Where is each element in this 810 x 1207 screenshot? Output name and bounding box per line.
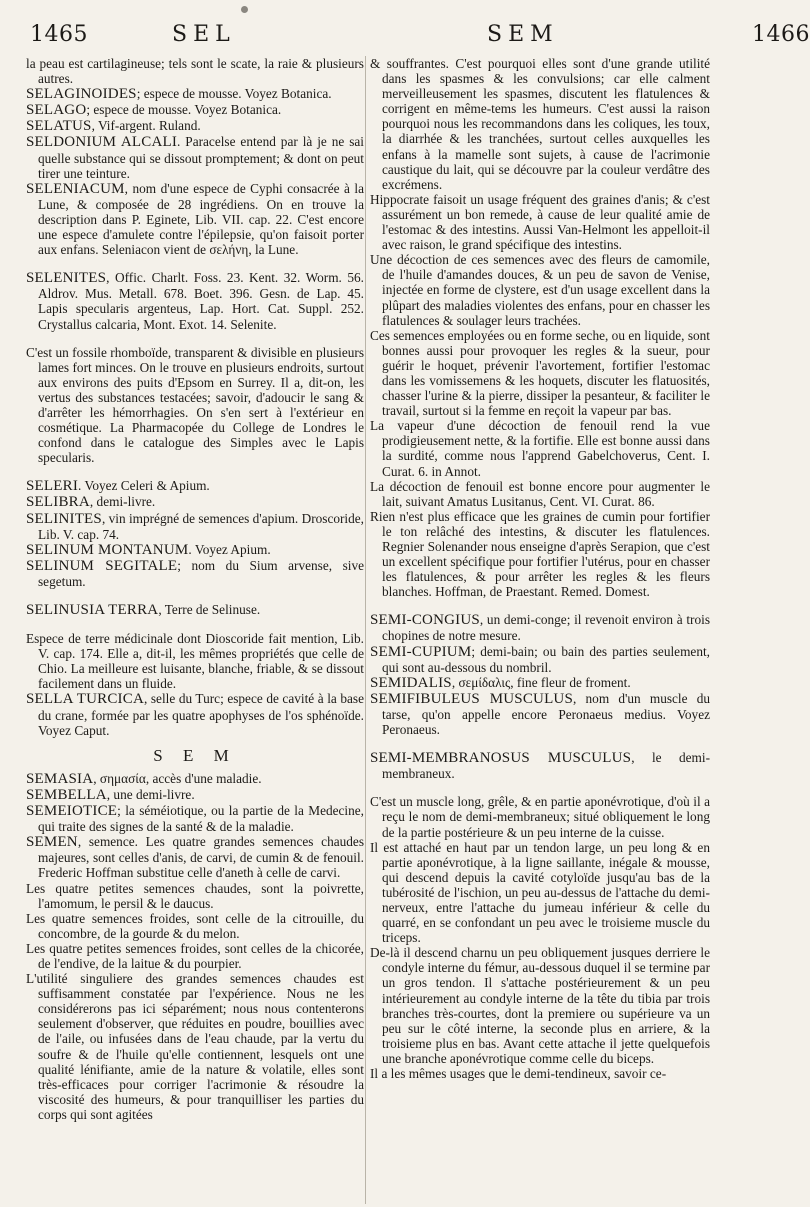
dictionary-entry	[26, 270, 364, 331]
right-column	[370, 56, 710, 1204]
dictionary-entry	[370, 644, 710, 675]
paragraph-gap	[26, 465, 364, 478]
dictionary-entry	[26, 787, 364, 803]
dictionary-entry	[26, 134, 364, 180]
body-paragraph: L'utilité singuliere des grandes semences chaudes est suffisamment constatée par l'expérience. Nous ne les considérerons pas ici séparément; nous nous contenterons seulement d'observer, que réduites en poudre, bouillies avec de l'aile, ou infusées dans de l'eau chaude, par la vertu du soufre & de l'huile qu'elle contiennent, lesquels ont une qualité lénifiante, amie de la nature & volatile, elles sont très-efficaces pour corriger l'acrimonie & résoudre la viscosité des humeurs, & pour tranquilliser les parties du corps qui sont agitées	[26, 971, 364, 1122]
body-paragraph: C'est un muscle long, grêle, & en partie aponévrotique, d'où il a reçu le nom de demi-membraneux; situé obliquement le long de la partie postérieure & un peu interne de la cuisse.	[370, 794, 710, 840]
dictionary-entry	[26, 181, 364, 257]
dictionary-entry	[370, 750, 710, 781]
entry-definition: , un demi-conge; il revenoit environ à trois chopines de notre mesure.	[382, 612, 710, 644]
body-paragraph: Espece de terre médicinale dont Dioscoride fait mention, Lib. V. cap. 174. Elle a, dit-il, les mêmes propriétés que celle de Chio. La meilleure est luisante, blanche, friable, & se dissout facilement dans un fluide.	[26, 631, 364, 692]
entry-definition: ; la séméiotique, ou la partie de la Medecine, qui traite des signes de la santé & de la maladie.	[38, 803, 364, 835]
entry-definition: , vin imprégné de semences d'apium. Droscoride, Lib. V. cap. 74.	[38, 510, 364, 542]
body-paragraph: Il est attaché en haut par un tendon large, un peu long & en partie aponévrotique, à la ligne saillante, inégale & mousse, qui descend depuis la cavité cotyloïde jusqu'au bas de la tubérosité de l'ischion, un peu au-dessus de l'attache du demi-nerveux, entre l'attache du jumeau inférieur & celle du quarré, en se confondant un peu avec le troisieme muscle du triceps.	[370, 839, 710, 946]
entry-headword: SELLA TURCICA	[26, 691, 144, 708]
entry-headword: SEMASIA	[26, 770, 94, 787]
body-paragraph: Hippocrate faisoit un usage fréquent des graines d'anis; & c'est assurément un bon remede, à cause de leur qualité amie de l'estomac & des intestins. Aussi Van-Helmont les appelloit-il avec raison, le grand spécifique des intestins.	[370, 191, 710, 253]
running-head-left: SEL	[172, 22, 236, 47]
entry-headword: SEMIFIBULEUS MUSCULUS	[370, 690, 574, 707]
dictionary-entry	[26, 511, 364, 542]
ink-spot	[241, 6, 248, 13]
entry-headword: SELENIACUM	[26, 180, 125, 197]
dictionary-entry	[370, 691, 710, 737]
entry-definition: . Paracelse entend par là je ne sai quelle substance qui se dissout promptement; & dont on peut tirer une teinture.	[38, 134, 364, 181]
dictionary-entry	[26, 118, 364, 134]
entry-definition: ; espece de mousse. Voyez Botanica.	[86, 102, 282, 118]
entry-definition: , nom d'un muscle du tarse, qu'on appelle encore Peronaeus medius. Voyez Peronaeus.	[382, 690, 711, 738]
entry-definition: , nom d'une espece de Cyphi consacrée à la Lune, & composée de 28 ingrédiens. On en trouve la description dans P. Eginete, Lib. VII. cap. 22. C'est encore une espece d'amulete contre l'épilepsie, qu'on faisoit porter aux enfans. Seleniacon vient de σελήνη, la Lune.	[38, 180, 364, 258]
entry-headword: SEMI-MEMBRANOSUS MUSCULUS	[370, 750, 632, 767]
body-paragraph: Rien n'est plus efficace que les graines de cumin pour fortifier le ton relâché des intestins, & discuter les flatulences. Regnier Solenander nous enseigne d'après Serapion, que c'est un excellent spécifique pour fortifier l'utérus, pour en chasser les flatulences, & pour arrêter les regles & les fleurs blanches. Hoffman, de Praestant. Remed. Domest.	[370, 508, 710, 600]
entry-definition: , σημασία, accès d'une maladie.	[93, 770, 262, 786]
entry-headword: SELINUM MONTANUM	[26, 541, 189, 558]
dictionary-entry	[26, 478, 364, 494]
entry-headword: SELERI	[26, 478, 79, 495]
entry-definition: , une demi-livre.	[106, 786, 195, 802]
dictionary-entry	[26, 102, 364, 118]
entry-headword: SELINUM SEGITALE	[26, 557, 178, 574]
dictionary-entry	[370, 675, 710, 691]
paragraph-gap	[370, 599, 710, 612]
dictionary-entry	[26, 602, 364, 618]
page-number-left: 1465	[30, 22, 88, 47]
entry-headword: SEMEIOTICE	[26, 803, 118, 820]
entry-definition: , σεμίδαλις, fine fleur de froment.	[451, 674, 631, 690]
paragraph-gap	[370, 737, 710, 750]
entry-headword: SELIBRA	[26, 494, 90, 511]
dictionary-entry	[370, 612, 710, 643]
body-paragraph: Les quatre petites semences chaudes, sont la poivrette, l'amomum, le persil & le daucus.	[26, 880, 364, 911]
body-paragraph: Il a les mêmes usages que le demi-tendineux, savoir ce-	[370, 1066, 667, 1081]
entry-headword: SELDONIUM ALCALI	[26, 134, 178, 151]
entry-headword: SEMEN	[26, 834, 78, 851]
entry-headword: SELAGINOIDES	[26, 86, 137, 103]
body-paragraph: la peau est cartilagineuse; tels sont le scate, la raie & plusieurs autres.	[26, 56, 364, 87]
entry-definition: , semence. Les quatre grandes semences chaudes majeures, sont celles d'anis, de carvi, de cumin & de fenouil. Frederic Hoffman substitue celle d'aneth à celle de carvi.	[38, 834, 364, 881]
left-column	[26, 56, 364, 1204]
body-paragraph: La décoction de fenouil est bonne encore pour augmenter le lait, suivant Amatus Lusitanus, Cent. VI. Curat. 86.	[370, 478, 710, 509]
entry-definition: , demi-livre.	[89, 494, 156, 510]
entry-headword: SELENITES	[26, 270, 107, 287]
entry-definition: ; nom du Sium arvense, sive segetum.	[38, 557, 364, 589]
paragraph-gap	[26, 618, 364, 631]
entry-headword: SELAGO	[26, 102, 87, 119]
paragraph-gap	[26, 332, 364, 345]
entry-headword: SELATUS	[26, 118, 92, 135]
entry-definition: , Vif-argent. Ruland.	[91, 118, 201, 134]
entry-definition: ; demi-bain; ou bain des parties seulement, qui sont au-dessous du nombril.	[382, 643, 710, 675]
entry-definition: , selle du Turc; espece de cavité à la base du crane, formée par les quatre apophyses de l'os sphénoïde. Voyez Caput.	[38, 691, 364, 738]
entry-definition: , le demi-membraneux.	[382, 750, 710, 782]
paragraph-gap	[26, 257, 364, 270]
dictionary-entry	[26, 834, 364, 880]
dictionary-entry	[26, 86, 364, 102]
running-head-right: SEM	[487, 22, 559, 47]
dictionary-entry	[26, 558, 364, 589]
entry-headword: SELINITES	[26, 510, 102, 527]
body-paragraph: Les quatre semences froides, sont celle de la citrouille, du concombre, de la gourde & du melon.	[26, 910, 364, 941]
entry-headword: SELINUSIA TERRA	[26, 602, 159, 618]
entry-headword: SEMI-CUPIUM	[370, 643, 472, 660]
body-paragraph: De-là il descend charnu un peu obliquement jusques derriere le condyle interne du fémur, au-dessous duquel il se termine par un gros tendon. Il s'attache postérieurement & un peu intérieurement au condyle interne de la tête du tibia par trois branches très-courtes, dont la premiere ou supérieure va un peu sur le côté interne, la seconde plus en arriere, & la troisieme plus en bas. Avant cette attache il jette quelquefois une branche aponévrotique comme celle du biceps.	[370, 945, 710, 1066]
entry-definition: . Voyez Celeri & Apium.	[78, 478, 210, 494]
body-paragraph: Ces semences employées ou en forme seche, ou en liquide, sont bonnes aussi pour provoquer les regles & la sueur, pour guérir le hoquet, prévenir l'avortement, fortifier l'estomac dans les vomissemens & les hoquets, discuter les flatuosités, chasser l'urine & la pierre, dissiper la pesanteur, & faciliter le travail, surtout si la femme en reçoit la vapeur par bas.	[370, 327, 710, 419]
entry-headword: SEMBELLA	[26, 786, 107, 803]
entry-definition: ; espece de mousse. Voyez Botanica.	[136, 86, 332, 102]
section-heading: S E M	[153, 745, 237, 765]
dictionary-entry	[26, 771, 364, 787]
body-paragraph: & souffrantes. C'est pourquoi elles sont d'une grande utilité dans les spasmes & les convulsions; car elle calment merveilleusement les spasmes, discutent les flatulences & corrigent en même-tems les humeurs. C'est aussi la raison pourquoi nous les recommandons dans les coliques, les toux, la diarrhée & les tranchées, surtout celles auxquelles les enfans à la mamelle sont sujets, à cause de l'acrimonie caustique du lait, qui se découvre par la couleur verdâtre des excrémens.	[370, 56, 710, 192]
entry-headword: SEMI-CONGIUS	[370, 612, 480, 629]
paragraph-gap	[26, 589, 364, 602]
body-paragraph: C'est un fossile rhomboïde, transparent & divisible en plusieurs lames fort minces. On le trouve en plusieurs endroits, surtout aux environs des puits d'Epsom en Surrey. Il a, dit-on, les vertus des substances testacées; savoir, d'adoucir le sang & d'arrêter les hémorrhagies. On s'en sert à l'extérieur en cosmétique. La Pharmacopée du College de Londres le confond dans le catalogue des Simples avec le Lapis specularis.	[26, 344, 364, 466]
body-paragraph: La vapeur d'une décoction de fenouil rend la vue prodigieusement nette, & la fortifie. Elle est bonne aussi dans la surdité, comme nous l'apprend Gabelchoverus, Cent. I. Curat. 6. in Annot.	[370, 418, 710, 479]
entry-definition: , Offic. Charlt. Foss. 23. Kent. 32. Worm. 56. Aldrov. Mus. Metall. 678. Boet. 396. Gesn. de Lap. 45. Lapis specularis argenteus, Lap. Hort. Cat. Suppl. 252. Crystallus calcaria, Mont. Exot. 14. Selenite.	[38, 270, 364, 332]
entry-headword: SEMIDALIS	[370, 674, 452, 691]
dictionary-entry	[26, 691, 364, 737]
dictionary-entry	[26, 542, 364, 558]
paragraph-gap	[370, 781, 710, 794]
column-divider	[365, 56, 366, 1204]
body-paragraph: Une décoction de ces semences avec des fleurs de camomile, de l'huile d'amandes douces, & un peu de savon de Venise, injectée en forme de clystere, est d'un usage excellent dans la plûpart des maladies violentes des enfans, pour en chasser les flatulences & soulager leurs trachées.	[370, 252, 710, 328]
entry-definition: . Voyez Apium.	[188, 541, 271, 557]
page-number-right: 1466	[752, 22, 810, 47]
dictionary-entry	[26, 803, 364, 834]
dictionary-entry	[26, 494, 364, 510]
entry-definition: , Terre de Selinuse.	[158, 602, 261, 617]
body-paragraph: Les quatre petites semences froides, sont celles de la chicorée, de l'endive, de la laitue & du pourpier.	[26, 940, 364, 971]
